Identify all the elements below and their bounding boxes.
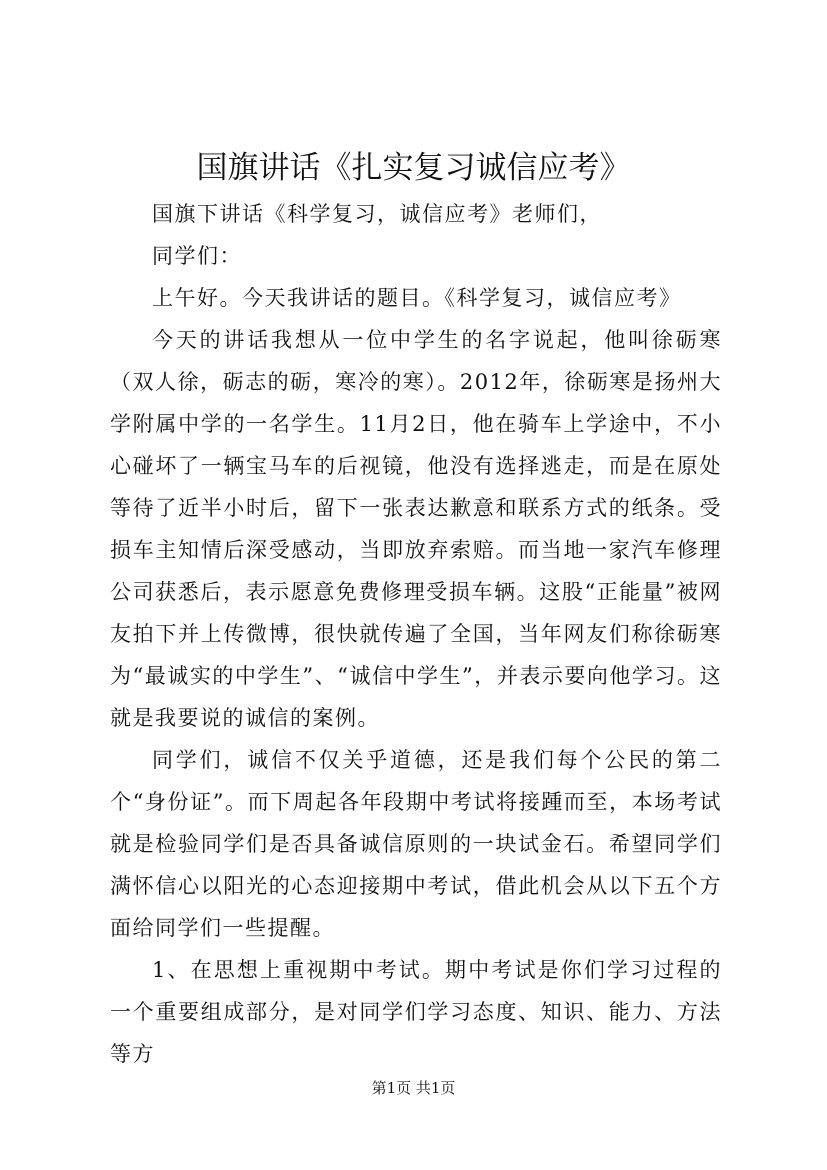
document-body xyxy=(110,193,722,1075)
page-footer: 第1页 共1页 xyxy=(371,1079,456,1097)
paragraph-integrity: 同学们，诚信不仅关乎道德，还是我们每个公民的第二个“身份证”。而下周起各年段期中考试将接踵而至，本场考试就是检验同学们是否具备诚信原则的一块试金石。希望同学们满怀信心以阳光的心态迎接期中考试，借此机会从以下五个方面给同学们一些提醒。 xyxy=(110,748,722,940)
paragraph-students: 同学们： xyxy=(152,244,242,268)
paragraph-story: 今天的讲话我想从一位中学生的名字说起，他叫徐砺寒（双人徐，砺志的砺，寒冷的寒）。2012年，徐砺寒是扬州大学附属中学的一名学生。11月2日，他在骑车上学途中，不小心碰坏了一辆宝马车的后视镜，他没有选择逃走，而是在原处等待了近半小时后，留下一张表达歉意和联系方式的纸条。受损车主知情后深受感动，当即放弃索赔。而当地一家汽车修理公司获悉后，表示愿意免费修理受损车辆。这股“正能量”被网友拍下并上传微博，很快就传遍了全国，当年网友们称徐砺寒为“最诚实的中学生”、“诚信中学生”，并表示要向他学习。这就是我要说的诚信的案例。 xyxy=(110,328,722,730)
paragraph-greeting: 国旗下讲话《科学复习，诚信应考》老师们， xyxy=(152,202,602,226)
paragraph-topic: 上午好。今天我讲话的题目。《科学复习，诚信应考》 xyxy=(152,286,682,310)
document-title: 国旗讲话《扎实复习诚信应考》 xyxy=(196,150,631,186)
paragraph-point-1: 1、在思想上重视期中考试。期中考试是你们学习过程的一个重要组成部分，是对同学们学习态度、知识、能力、方法等方 xyxy=(110,958,722,1066)
